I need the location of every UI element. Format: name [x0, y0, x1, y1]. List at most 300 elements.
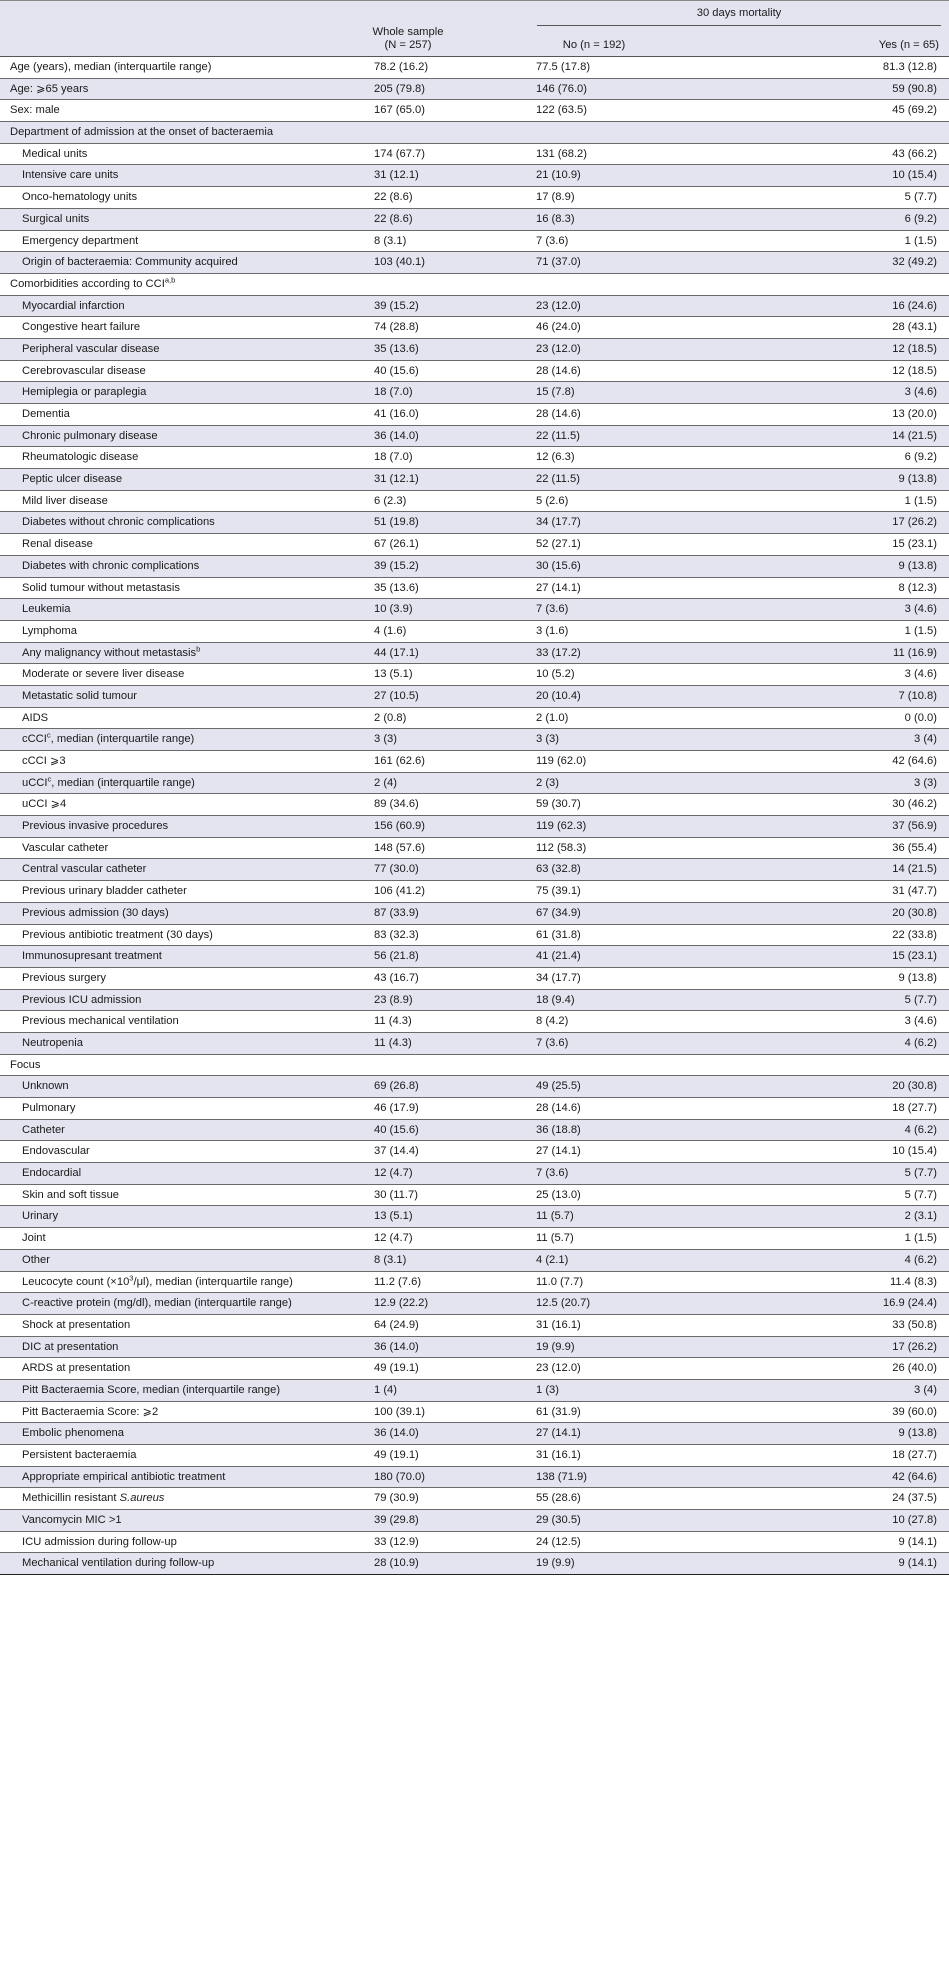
table-row: [0, 512, 949, 534]
table-row: [0, 1206, 949, 1228]
row-label: Sex: male: [10, 104, 60, 117]
row-label: Cerebrovascular disease: [22, 364, 146, 377]
cell-yes: 2 (3.1): [904, 1210, 937, 1223]
row-label: Department of admission at the onset of bacteraemia: [10, 126, 274, 139]
row-label: Other: [22, 1253, 50, 1266]
table-row: [0, 1272, 949, 1294]
table-row: [0, 1402, 949, 1424]
cell-no: 22 (11.5): [536, 473, 580, 486]
cell-no: 31 (16.1): [536, 1449, 581, 1461]
row-label: Age (years), median (interquartile range): [10, 61, 212, 73]
cell-no: 1 (3): [536, 1383, 560, 1396]
cell-whole-sample: 100 (39.1): [374, 1405, 425, 1418]
cell-no: 146 (76.0): [536, 82, 587, 95]
table-row: [0, 1423, 949, 1445]
cell-whole-sample: 13 (5.1): [374, 1210, 413, 1223]
row-label: Origin of bacteraemia: Community acquired: [22, 256, 238, 269]
row-label: Pitt Bacteraemia Score: ⩾2: [22, 1405, 159, 1418]
cell-whole-sample: 11 (4.3): [374, 1015, 412, 1028]
cell-whole-sample: 83 (32.3): [374, 928, 419, 941]
row-label: Pulmonary: [22, 1102, 76, 1114]
cell-yes: 5 (7.7): [904, 1167, 937, 1180]
table-row: [0, 1315, 949, 1337]
cell-yes: 30 (46.2): [892, 798, 937, 811]
cell-yes: 3 (4.6): [904, 386, 937, 399]
cell-whole-sample: 51 (19.8): [374, 516, 419, 529]
row-label: Immunosupresant treatment: [22, 950, 162, 963]
table-row: [0, 79, 949, 101]
cell-yes: 8 (12.3): [898, 581, 937, 594]
row-label: Metastatic solid tumour: [22, 689, 138, 702]
cell-no: 119 (62.0): [536, 755, 587, 767]
cell-whole-sample: 8 (3.1): [374, 234, 407, 247]
row-label: Age: ⩾65 years: [10, 82, 89, 95]
row-label: Diabetes without chronic complications: [22, 516, 215, 529]
cell-yes: 1 (1.5): [904, 234, 937, 247]
cell-no: 112 (58.3): [536, 841, 587, 854]
cell-no: 25 (13.0): [536, 1188, 581, 1201]
row-label: Neutropenia: [22, 1036, 83, 1049]
row-label: Diabetes with chronic complications: [22, 559, 200, 572]
table-row: [0, 968, 949, 990]
cell-whole-sample: 33 (12.9): [374, 1535, 419, 1548]
row-label: Moderate or severe liver disease: [22, 668, 185, 681]
cell-no: 75 (39.1): [536, 885, 581, 898]
cell-no: 16 (8.3): [536, 212, 575, 225]
cell-yes: 32 (49.2): [892, 256, 937, 269]
cell-yes: 7 (10.8): [898, 689, 937, 702]
cell-whole-sample: 12 (4.7): [374, 1167, 413, 1180]
row-label: Peripheral vascular disease: [22, 342, 160, 355]
table-row: [0, 1510, 949, 1532]
cell-whole-sample: 35 (13.6): [374, 342, 419, 355]
cell-no: 11 (5.7): [536, 1210, 574, 1223]
cell-yes: 12 (18.5): [892, 342, 937, 355]
table-row: [0, 1033, 949, 1055]
row-label: Mechanical ventilation during follow-up: [22, 1557, 215, 1570]
cell-yes: 15 (23.1): [892, 538, 937, 551]
cell-no: 15 (7.8): [536, 386, 575, 399]
cell-yes: 17 (26.2): [892, 1340, 937, 1353]
table-row: [0, 729, 949, 751]
cell-yes: 18 (27.7): [892, 1449, 937, 1461]
cell-whole-sample: 11 (4.3): [374, 1036, 412, 1049]
cell-whole-sample: 1 (4): [374, 1383, 398, 1396]
cell-no: 2 (1.0): [536, 711, 569, 724]
cell-no: 61 (31.8): [536, 928, 581, 941]
table-row: [0, 1228, 949, 1250]
cell-whole-sample: 148 (57.6): [374, 841, 425, 854]
cell-no: 3 (1.6): [536, 624, 569, 637]
row-label: Skin and soft tissue: [22, 1188, 120, 1201]
cell-whole-sample: 8 (3.1): [374, 1253, 407, 1266]
cell-whole-sample: 35 (13.6): [374, 581, 419, 594]
row-label: Mild liver disease: [22, 494, 108, 507]
cell-no: 28 (14.6): [536, 408, 581, 420]
table-row: [0, 1163, 949, 1185]
cell-yes: 1 (1.5): [904, 1232, 937, 1245]
table-body: [0, 57, 949, 1575]
cell-yes: 10 (15.4): [892, 169, 937, 182]
row-label: Previous ICU admission: [22, 993, 142, 1006]
cell-yes: 16 (24.6): [892, 299, 937, 312]
cell-yes: 9 (13.8): [898, 473, 937, 486]
table-row: [0, 1120, 949, 1142]
table-row: [0, 274, 949, 296]
row-label: Dementia: [22, 408, 70, 420]
table-row: [0, 100, 949, 122]
cell-no: 34 (17.7): [536, 971, 581, 984]
table-row: [0, 1553, 949, 1575]
cell-yes: 0 (0.0): [904, 711, 937, 724]
header-whole-sample: [360, 26, 456, 52]
cell-no: 27 (14.1): [536, 581, 581, 594]
table-row: [0, 903, 949, 925]
table-row: [0, 426, 949, 448]
cell-no: 61 (31.9): [536, 1405, 581, 1418]
cell-yes: 6 (9.2): [904, 451, 937, 464]
cell-yes: 15 (23.1): [892, 950, 937, 963]
cell-whole-sample: 31 (12.1): [374, 473, 419, 486]
table-row: [0, 578, 949, 600]
cell-yes: 81.3 (12.8): [882, 61, 937, 73]
cell-whole-sample: 13 (5.1): [374, 668, 413, 681]
cell-no: 71 (37.0): [536, 256, 581, 269]
table-row: [0, 1250, 949, 1272]
cell-whole-sample: 2 (0.8): [374, 711, 407, 724]
cell-whole-sample: 18 (7.0): [374, 386, 413, 399]
table-row: [0, 187, 949, 209]
cell-whole-sample: 174 (67.7): [374, 147, 425, 160]
cell-yes: 45 (69.2): [892, 104, 937, 117]
cell-whole-sample: 205 (79.8): [374, 82, 425, 95]
row-label: Onco-hematology units: [22, 191, 138, 204]
table-row: [0, 209, 949, 231]
cell-no: 19 (9.9): [536, 1340, 575, 1353]
cell-yes: 5 (7.7): [904, 191, 937, 204]
cell-no: 67 (34.9): [536, 906, 581, 919]
header-mortality-span: 30 days mortality: [696, 7, 782, 19]
table-row: [0, 491, 949, 513]
cell-yes: 6 (9.2): [904, 212, 937, 225]
row-label: Joint: [22, 1232, 46, 1245]
row-label: DIC at presentation: [22, 1340, 119, 1353]
cell-whole-sample: 156 (60.9): [374, 820, 425, 833]
cell-yes: 11 (16.9): [893, 646, 937, 659]
row-label: uCCI$^c$, median (interquartile range): [22, 773, 195, 789]
table-row: [0, 686, 949, 708]
cell-yes: 3 (4): [913, 733, 937, 746]
cell-yes: 17 (26.2): [892, 516, 937, 529]
cell-whole-sample: 12 (4.7): [374, 1232, 413, 1245]
cell-no: 7 (3.6): [536, 1167, 569, 1180]
table-row: [0, 708, 949, 730]
cell-whole-sample: 64 (24.9): [374, 1318, 419, 1331]
header-whole-label: Whole sample: [372, 26, 444, 38]
cell-yes: 3 (4.6): [904, 603, 937, 616]
row-label: Congestive heart failure: [22, 321, 141, 334]
cell-yes: 16.9 (24.4): [882, 1297, 937, 1310]
cell-whole-sample: 43 (16.7): [374, 971, 419, 984]
cell-yes: 14 (21.5): [892, 429, 937, 442]
row-label: Previous urinary bladder catheter: [22, 885, 187, 898]
row-label: Previous surgery: [22, 971, 106, 984]
cell-yes: 59 (90.8): [892, 82, 937, 95]
table-row: [0, 816, 949, 838]
table-row: [0, 881, 949, 903]
cell-no: 34 (17.7): [536, 516, 581, 529]
row-label: Urinary: [22, 1210, 59, 1223]
cell-no: 28 (14.6): [536, 1102, 581, 1114]
cell-whole-sample: 67 (26.1): [374, 538, 419, 551]
cell-yes: 3 (4): [913, 1383, 937, 1396]
cell-no: 63 (32.8): [536, 863, 581, 876]
cell-yes: 5 (7.7): [904, 1188, 937, 1201]
table-row: [0, 165, 949, 187]
cell-yes: 4 (6.2): [904, 1253, 937, 1266]
row-label: cCCI ⩾3: [22, 755, 66, 767]
cell-whole-sample: 49 (19.1): [374, 1362, 419, 1375]
table-row: [0, 57, 949, 79]
cell-whole-sample: 87 (33.9): [374, 906, 419, 919]
cell-whole-sample: 10 (3.9): [374, 603, 413, 616]
row-label: ARDS at presentation: [22, 1362, 131, 1375]
cell-whole-sample: 40 (15.6): [374, 364, 419, 377]
cell-no: 4 (2.1): [536, 1253, 569, 1266]
cell-whole-sample: 49 (19.1): [374, 1449, 419, 1461]
cell-yes: 1 (1.5): [904, 624, 937, 637]
cell-no: 21 (10.9): [536, 169, 581, 182]
table-row: [0, 1076, 949, 1098]
row-label: Emergency department: [22, 234, 139, 247]
cell-whole-sample: 40 (15.6): [374, 1123, 419, 1136]
cell-no: 33 (17.2): [536, 646, 581, 659]
cell-yes: 3 (4.6): [904, 1015, 937, 1028]
row-label: Unknown: [22, 1080, 69, 1093]
table-row: [0, 447, 949, 469]
table-row: [0, 1337, 949, 1359]
cell-whole-sample: 79 (30.9): [374, 1492, 419, 1505]
cell-whole-sample: 41 (16.0): [374, 408, 419, 420]
cell-no: 55 (28.6): [536, 1492, 581, 1505]
cell-whole-sample: 22 (8.6): [374, 212, 413, 225]
cell-yes: 11.4 (8.3): [889, 1275, 937, 1288]
row-label: Methicillin resistant S.aureus: [22, 1492, 165, 1505]
cell-yes: 39 (60.0): [892, 1405, 937, 1418]
row-label: Any malignancy without metastasis$^b$: [22, 643, 201, 659]
cell-no: 138 (71.9): [536, 1470, 587, 1483]
table-row: [0, 859, 949, 881]
cell-no: 46 (24.0): [536, 321, 581, 334]
cell-yes: 36 (55.4): [892, 841, 937, 854]
row-label: Focus: [10, 1058, 41, 1071]
cell-no: 41 (21.4): [536, 950, 581, 963]
cell-no: 18 (9.4): [536, 993, 575, 1006]
cell-no: 12 (6.3): [536, 451, 575, 464]
cell-yes: 14 (21.5): [892, 863, 937, 876]
cell-whole-sample: 36 (14.0): [374, 1340, 419, 1353]
cell-no: 36 (18.8): [536, 1123, 581, 1136]
cell-no: 19 (9.9): [536, 1557, 575, 1570]
table-row: [0, 1488, 949, 1510]
cell-yes: 13 (20.0): [892, 408, 937, 420]
cell-yes: 26 (40.0): [892, 1362, 937, 1375]
row-label: cCCI$^c$, median (interquartile range): [22, 730, 195, 746]
row-label: Persistent bacteraemia: [22, 1449, 137, 1461]
cell-whole-sample: 36 (14.0): [374, 429, 419, 442]
cell-whole-sample: 2 (4): [374, 776, 398, 789]
cell-no: 77.5 (17.8): [536, 61, 591, 73]
cell-yes: 37 (56.9): [892, 820, 937, 833]
cell-yes: 43 (66.2): [892, 147, 937, 160]
cell-whole-sample: 56 (21.8): [374, 950, 419, 963]
table-row: [0, 296, 949, 318]
cell-whole-sample: 74 (28.8): [374, 321, 419, 334]
cell-yes: 10 (27.8): [892, 1514, 937, 1527]
cell-yes: 9 (13.8): [898, 559, 937, 572]
cell-yes: 5 (7.7): [904, 993, 937, 1006]
cell-whole-sample: 161 (62.6): [374, 755, 425, 767]
table-row: [0, 556, 949, 578]
cell-no: 12.5 (20.7): [536, 1297, 591, 1310]
table-row: [0, 925, 949, 947]
cell-yes: 4 (6.2): [904, 1123, 937, 1136]
cell-no: 23 (12.0): [536, 342, 581, 355]
row-label: Previous admission (30 days): [22, 906, 169, 919]
table-row: [0, 317, 949, 339]
cell-yes: 10 (15.4): [892, 1145, 937, 1158]
cell-no: 2 (3): [536, 776, 560, 789]
row-label: Comorbidities according to CCI$^{a,b}$: [10, 275, 176, 290]
row-label: ICU admission during follow-up: [22, 1535, 177, 1548]
cell-no: 23 (12.0): [536, 299, 581, 312]
cell-yes: 9 (14.1): [898, 1557, 937, 1570]
table-row: [0, 1011, 949, 1033]
header-span-rule: [537, 25, 941, 26]
row-label: Leucocyte count $(\times 10^3/\mu l)$, median (interquartile range): [22, 1272, 293, 1288]
cell-no: 122 (63.5): [536, 104, 587, 117]
cell-whole-sample: 6 (2.3): [374, 494, 407, 507]
row-label: Hemiplegia or paraplegia: [22, 386, 147, 399]
cell-yes: 9 (14.1): [898, 1535, 937, 1548]
cell-no: 7 (3.6): [536, 234, 569, 247]
table-row: [0, 404, 949, 426]
cell-no: 131 (68.2): [536, 147, 587, 160]
cell-no: 27 (14.1): [536, 1427, 581, 1440]
table-row: [0, 643, 949, 665]
cell-whole-sample: 12.9 (22.2): [374, 1297, 429, 1310]
table-row: [0, 1358, 949, 1380]
table-row: [0, 1185, 949, 1207]
cell-whole-sample: 28 (10.9): [374, 1557, 419, 1570]
cell-whole-sample: 37 (14.4): [374, 1145, 419, 1158]
table-row: [0, 838, 949, 860]
row-label: Vancomycin MIC >1: [22, 1514, 122, 1527]
table-row: [0, 751, 949, 773]
cell-whole-sample: 23 (8.9): [374, 993, 413, 1006]
table-row: [0, 794, 949, 816]
row-label: Leukemia: [22, 603, 71, 616]
cell-no: 7 (3.6): [536, 1036, 569, 1049]
cell-yes: 20 (30.8): [892, 906, 937, 919]
cell-whole-sample: 36 (14.0): [374, 1427, 419, 1440]
cell-whole-sample: 78.2 (16.2): [374, 61, 429, 73]
cell-yes: 9 (13.8): [898, 971, 937, 984]
cell-whole-sample: 3 (3): [374, 733, 398, 746]
header-no: No (n = 192): [562, 39, 626, 51]
row-label: Solid tumour without metastasis: [22, 581, 180, 594]
cell-whole-sample: 44 (17.1): [374, 646, 419, 659]
row-label: C-reactive protein (mg/dl), median (interquartile range): [22, 1297, 292, 1310]
cell-no: 28 (14.6): [536, 364, 581, 377]
row-label: Rheumatologic disease: [22, 451, 139, 464]
table-row: [0, 1380, 949, 1402]
cell-no: 23 (12.0): [536, 1362, 581, 1375]
header-whole-n: (N = 257): [384, 39, 432, 51]
table-row: [0, 252, 949, 274]
table-header: [0, 0, 949, 57]
row-label: Vascular catheter: [22, 841, 109, 854]
row-label: Myocardial infarction: [22, 299, 125, 312]
cell-no: 10 (5.2): [536, 668, 575, 681]
cell-yes: 4 (6.2): [904, 1036, 937, 1049]
cell-whole-sample: 31 (12.1): [374, 169, 419, 182]
table-row: [0, 361, 949, 383]
cell-no: 20 (10.4): [536, 689, 581, 702]
cell-whole-sample: 39 (15.2): [374, 559, 419, 572]
cell-yes: 9 (13.8): [898, 1427, 937, 1440]
header-yes: Yes (n = 65): [878, 39, 939, 51]
table-row: [0, 469, 949, 491]
row-label: Central vascular catheter: [22, 863, 147, 876]
row-label: Previous antibiotic treatment (30 days): [22, 928, 213, 941]
cell-no: 17 (8.9): [536, 191, 575, 204]
row-label: Chronic pulmonary disease: [22, 429, 158, 442]
cell-whole-sample: 46 (17.9): [374, 1102, 419, 1114]
table-row: [0, 231, 949, 253]
row-label: Catheter: [22, 1123, 65, 1136]
table-row: [0, 664, 949, 686]
table-row: [0, 339, 949, 361]
cell-whole-sample: 39 (29.8): [374, 1514, 419, 1527]
table-row: [0, 1141, 949, 1163]
cell-no: 24 (12.5): [536, 1535, 581, 1548]
cell-yes: 20 (30.8): [892, 1080, 937, 1093]
cell-whole-sample: 18 (7.0): [374, 451, 413, 464]
cell-no: 52 (27.1): [536, 538, 581, 551]
cell-yes: 1 (1.5): [904, 494, 937, 507]
cell-yes: 18 (27.7): [892, 1102, 937, 1114]
table-row: [0, 990, 949, 1012]
cell-whole-sample: 180 (70.0): [374, 1470, 425, 1483]
row-label: Medical units: [22, 147, 88, 160]
table-row: [0, 1293, 949, 1315]
cell-whole-sample: 30 (11.7): [374, 1188, 418, 1201]
cell-whole-sample: 103 (40.1): [374, 256, 425, 269]
table-row: [0, 1445, 949, 1467]
row-label: Intensive care units: [22, 169, 119, 182]
row-label: Embolic phenomena: [22, 1427, 124, 1440]
cell-whole-sample: 69 (26.8): [374, 1080, 419, 1093]
cell-no: 11.0 (7.7): [536, 1275, 584, 1288]
cell-yes: 42 (64.6): [892, 755, 937, 767]
row-label: Appropriate empirical antibiotic treatment: [22, 1470, 226, 1483]
table-row: [0, 1055, 949, 1077]
row-label: Renal disease: [22, 538, 93, 551]
cell-no: 3 (3): [536, 733, 560, 746]
table-row: [0, 1467, 949, 1489]
cell-yes: 3 (3): [913, 776, 937, 789]
